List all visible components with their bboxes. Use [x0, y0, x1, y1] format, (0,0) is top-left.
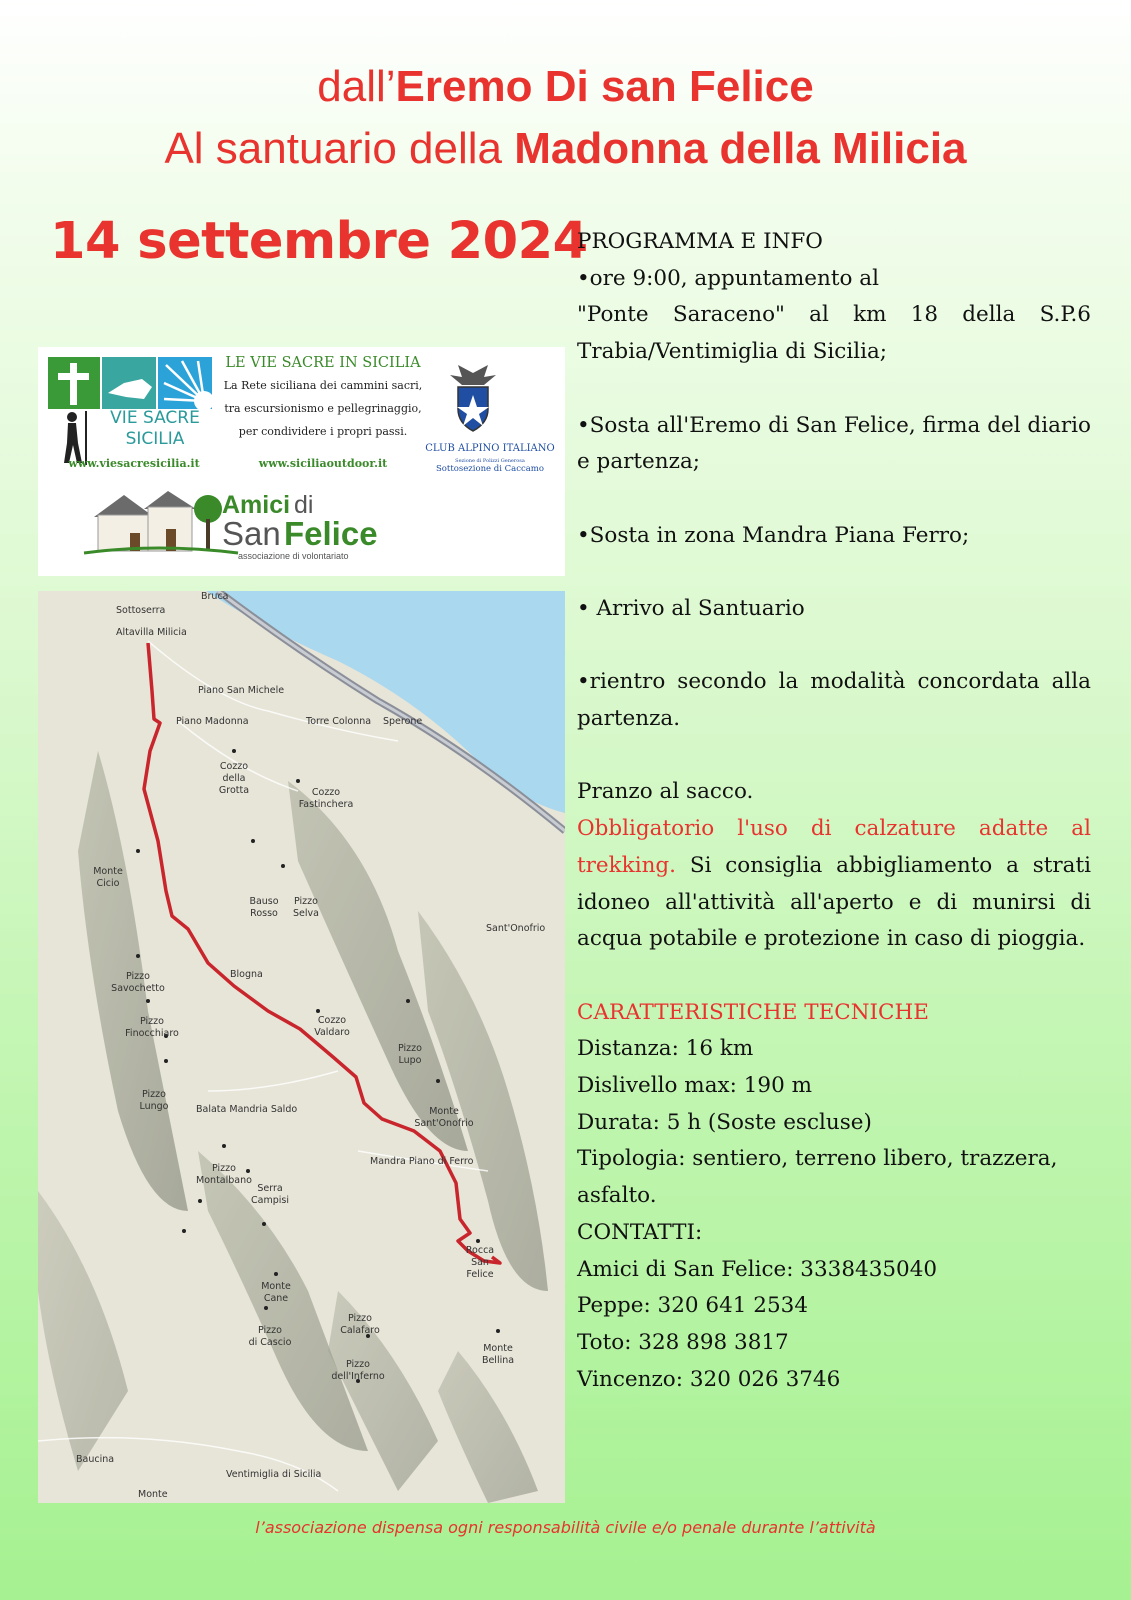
tech-elevation: Dislivello max: 190 m [577, 1073, 812, 1099]
vie-sacre-desc-1: La Rete siciliana dei cammini sacri, [223, 379, 423, 392]
map-label: della [222, 773, 246, 784]
contact-line: Peppe: 320 641 2534 [577, 1293, 809, 1319]
vie-sacre-name-1: VIE SACRE [110, 408, 200, 428]
map-label: Bellina [481, 1355, 515, 1366]
program-item-5: •rientro secondo la modalità concordata alla partenza. [577, 669, 1091, 732]
map-label: Piano San Michele [198, 685, 285, 696]
title-prefix-1: dall’ [317, 62, 396, 111]
map-label: Lungo [139, 1101, 169, 1112]
map-label: Sant'Onofrio [486, 923, 546, 934]
map-label: Sottoserra [116, 605, 166, 616]
map-label: Bauso [249, 896, 279, 907]
title-line-1 [0, 62, 1131, 112]
map-label: Pizzo [258, 1325, 282, 1336]
map-label: dell'Inferno [331, 1371, 385, 1382]
map-label: Monte [93, 866, 123, 877]
map-label: Ventimiglia di Sicilia [226, 1469, 322, 1480]
map-label: Montalbano [196, 1175, 252, 1186]
contact-line: Toto: 328 898 3817 [577, 1330, 789, 1355]
program-item-2: •Sosta all'Eremo di San Felice, firma del diario e partenza; [577, 412, 1091, 475]
map-label: Pizzo [398, 1043, 422, 1054]
hermitage-building-icon [84, 491, 238, 553]
map-label: Pizzo [346, 1359, 370, 1370]
tech-heading: CARATTERISTICHE TECNICHE [577, 999, 929, 1025]
map-label: Pizzo [212, 1163, 236, 1174]
map-label: Monte [429, 1106, 459, 1117]
program-item-1b: "Ponte Saraceno" al km 18 della S.P.6 Trabia/Ventimiglia di Sicilia; [577, 302, 1091, 365]
vie-sacre-name-2: SICILIA [125, 429, 185, 449]
map-label: Piano Madonna [176, 716, 249, 727]
map-label: Monte [261, 1281, 291, 1292]
tech-duration: Durata: 5 h (Soste escluse) [577, 1109, 872, 1135]
map-label: Pizzo [348, 1313, 372, 1324]
contacts-heading: CONTATTI: [577, 1219, 703, 1245]
cai-name: CLUB ALPINO ITALIANO [425, 443, 555, 454]
tech-type-end: asfalto. [577, 1183, 657, 1209]
map-label: Savochetto [111, 983, 165, 994]
program-item-1a: •ore 9:00, appuntamento al [577, 265, 879, 291]
map-label: Lupo [398, 1055, 422, 1066]
map-label: Pizzo [142, 1089, 166, 1100]
felice-word: Felice [284, 515, 378, 552]
vie-sacre-title: LE VIE SACRE IN SICILIA [225, 355, 421, 371]
map-label: Pizzo [294, 896, 318, 907]
title-prefix-2: Al santuario della [164, 124, 515, 173]
disclaimer: l’associazione dispensa ogni responsabilità civile e/o penale durante l’attività [255, 1518, 876, 1537]
cai-sub-1: Sezione di Polizzi Generosa [455, 458, 525, 464]
map-label: Cicio [96, 878, 120, 889]
map-label: Rocca [465, 1245, 495, 1256]
equipment-advice: Si consiglia abbigliamento a strati idoneo all'attività all'aperto e di munirsi di acqua potabile e protezione in caso di pioggia. [577, 852, 1091, 952]
map-label: Monte [483, 1343, 513, 1354]
equipment-note [577, 811, 1091, 958]
map-label: Monte [138, 1489, 168, 1500]
map-label: Pizzo [140, 1016, 164, 1027]
map-label: Valdaro [314, 1027, 350, 1038]
title-place-2: Madonna della Milicia [514, 124, 967, 173]
program-item-4: • Arrivo al Santuario [577, 595, 805, 621]
map-label: Cozzo [311, 787, 341, 798]
cai-sub-2: Sottosezione di Caccamo [435, 464, 545, 474]
map-label: Cozzo [219, 761, 249, 772]
contact-line: Amici di San Felice: 3338435040 [577, 1256, 938, 1282]
map-label: Fastinchera [298, 799, 354, 810]
sicilia-outdoor-url: www.siciliaoutdoor.it [258, 457, 388, 470]
event-date: 14 settembre 2024 [50, 212, 588, 271]
logos-panel [38, 347, 565, 576]
route-map-graphic [38, 591, 565, 1503]
map-label: Baucina [76, 1454, 115, 1465]
map-label: di Cascio [248, 1337, 292, 1348]
cai-eagle-icon [450, 365, 496, 431]
map-label: Cane [263, 1293, 289, 1304]
map-label: Rosso [250, 908, 278, 919]
logos-graphic [38, 347, 565, 576]
route-map [38, 591, 565, 1503]
vie-sacre-desc-3: per condividere i propri passi. [238, 425, 408, 438]
map-label: Torre Colonna [306, 716, 372, 727]
san-word: San [222, 515, 281, 552]
map-label: Altavilla Milicia [116, 627, 187, 638]
amici-sub: associazione di volontariato [238, 551, 349, 561]
title-line-2 [0, 124, 1131, 174]
map-label: Calafaro [340, 1325, 380, 1336]
map-label: Finocchiaro [125, 1028, 179, 1039]
map-label: Campisi [251, 1195, 289, 1206]
map-label: Blogna [230, 969, 263, 980]
map-label: Sant'Onofrio [414, 1118, 474, 1129]
map-label: Selva [293, 908, 319, 919]
map-label: Mandra Piano di Ferro [370, 1156, 474, 1167]
tech-type: Tipologia: sentiero, terreno libero, trazzera, [577, 1146, 1058, 1172]
vie-sacre-desc-2: tra escursionismo e pellegrinaggio, [224, 402, 422, 415]
map-label: San [471, 1257, 489, 1268]
map-label: Sperone [383, 716, 423, 727]
map-label: Serra [257, 1183, 283, 1194]
map-label: Pizzo [126, 971, 150, 982]
vie-sacre-url: www.viesacresicilia.it [68, 457, 200, 470]
di-word: di [294, 491, 314, 519]
map-label: Balata Mandria Saldo [196, 1104, 298, 1115]
equipment-warning: Obbligatorio l'uso di calzature adatte al trekking. [577, 816, 1091, 878]
program-heading: PROGRAMMA E INFO [577, 229, 823, 254]
title-place-1: Eremo Di san Felice [395, 62, 814, 111]
map-label: Cozzo [317, 1015, 347, 1026]
tech-distance: Distanza: 16 km [577, 1036, 754, 1062]
amici-word: Amici [222, 491, 291, 519]
map-label: Grotta [218, 785, 250, 796]
info-column [577, 224, 1091, 1398]
map-label: Felice [466, 1269, 494, 1280]
lunch-note: Pranzo al sacco. [577, 779, 754, 805]
program-item-3: •Sosta in zona Mandra Piana Ferro; [577, 522, 970, 548]
contact-line: Vincenzo: 320 026 3746 [577, 1366, 841, 1392]
map-label: Bruca [201, 591, 229, 602]
